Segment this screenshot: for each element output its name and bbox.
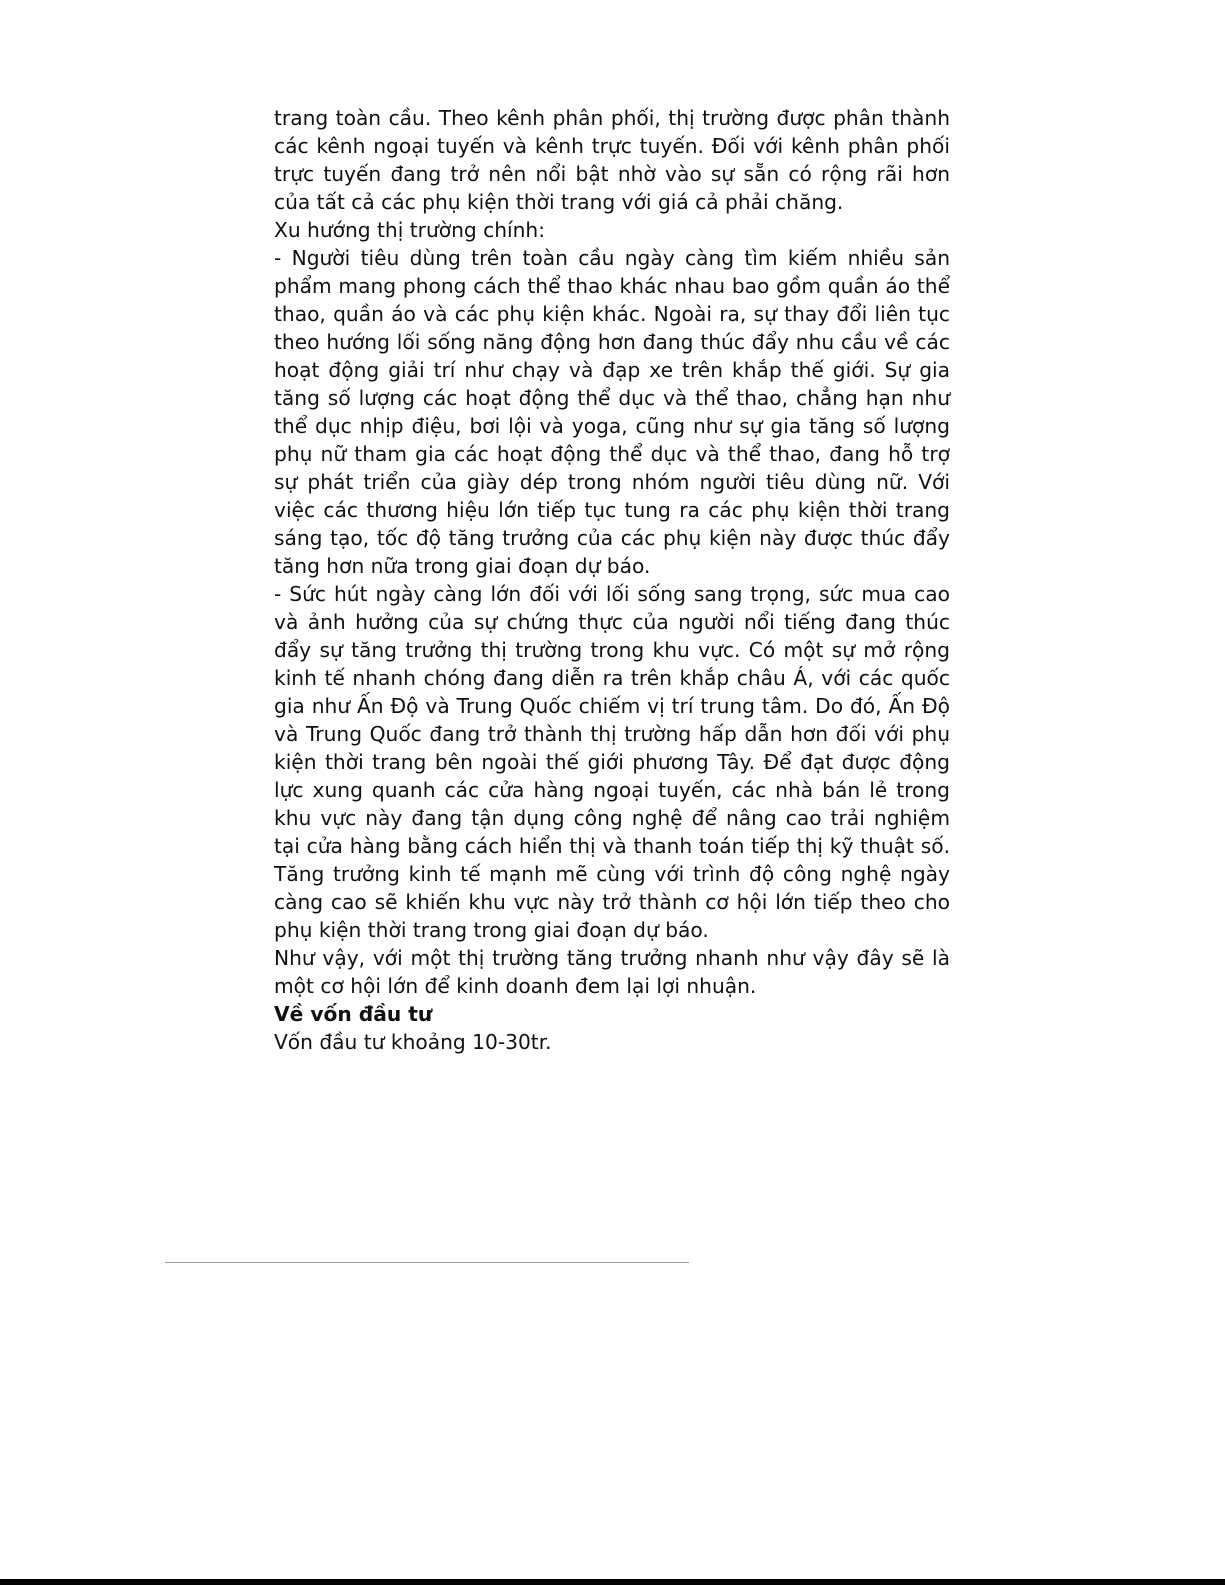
- paragraph-sports-trend: - Người tiêu dùng trên toàn cầu ngày càng tìm kiếm nhiều sản phẩm mang phong cách thể thao khác nhau bao gồm quần áo thể thao, quần áo và các phụ kiện khác. Ngoài ra, sự thay đổi liên tục theo hướng lối sống năng động hơn đang thúc đẩy nhu cầu về các hoạt động giải trí như chạy và đạp xe trên khắp thế giới. Sự gia tăng số lượng các hoạt động thể dục và thể thao, chẳng hạn như thể dục nhịp điệu, bơi lội và yoga, cũng như sự gia tăng số lượng phụ nữ tham gia các hoạt động thể dục và thể thao, đang hỗ trợ sự phát triển của giày dép trong nhóm người tiêu dùng nữ. Với việc các thương hiệu lớn tiếp tục tung ra các phụ kiện thời trang sáng tạo, tốc độ tăng trưởng của các phụ kiện này được thúc đẩy tăng hơn nữa trong giai đoạn dự báo.: [274, 246, 950, 578]
- paragraph-investment-amount: Vốn đầu tư khoảng 10-30tr.: [274, 1030, 552, 1054]
- paragraph-distribution-channels: trang toàn cầu. Theo kênh phân phối, thị trường được phân thành các kênh ngoại tuyến và kênh trực tuyến. Đối với kênh phân phối trực tuyến đang trở nên nổi bật nhờ vào sự sẵn có rộng rãi hơn của tất cả các phụ kiện thời trang với giá cả phải chăng.: [274, 106, 950, 214]
- page-bottom-edge: [0, 1579, 1225, 1585]
- paragraph-conclusion: Như vậy, với một thị trường tăng trưởng nhanh như vậy đây sẽ là một cơ hội lớn để kinh doanh đem lại lợi nhuận.: [274, 946, 950, 998]
- footnote-divider: [165, 1262, 689, 1263]
- section-heading-investment: Về vốn đầu tư: [274, 1002, 433, 1026]
- document-body: [274, 104, 950, 1056]
- paragraph-luxury-trend: - Sức hút ngày càng lớn đối với lối sống sang trọng, sức mua cao và ảnh hưởng của sự chứng thực của người nổi tiếng đang thúc đẩy sự tăng trưởng thị trường trong khu vực. Có một sự mở rộng kinh tế nhanh chóng đang diễn ra trên khắp châu Á, với các quốc gia như Ấn Độ và Trung Quốc chiếm vị trí trung tâm. Do đó, Ấn Độ và Trung Quốc đang trở thành thị trường hấp dẫn hơn đối với phụ kiện thời trang bên ngoài thế giới phương Tây. Để đạt được động lực xung quanh các cửa hàng ngoại tuyến, các nhà bán lẻ trong khu vực này đang tận dụng công nghệ để nâng cao trải nghiệm tại cửa hàng bằng cách hiển thị và thanh toán tiếp thị kỹ thuật số. Tăng trưởng kinh tế mạnh mẽ cùng với trình độ công nghệ ngày càng cao sẽ khiến khu vực này trở thành cơ hội lớn tiếp theo cho phụ kiện thời trang trong giai đoạn dự báo.: [274, 582, 950, 942]
- paragraph-market-trends-label: Xu hướng thị trường chính:: [274, 218, 546, 242]
